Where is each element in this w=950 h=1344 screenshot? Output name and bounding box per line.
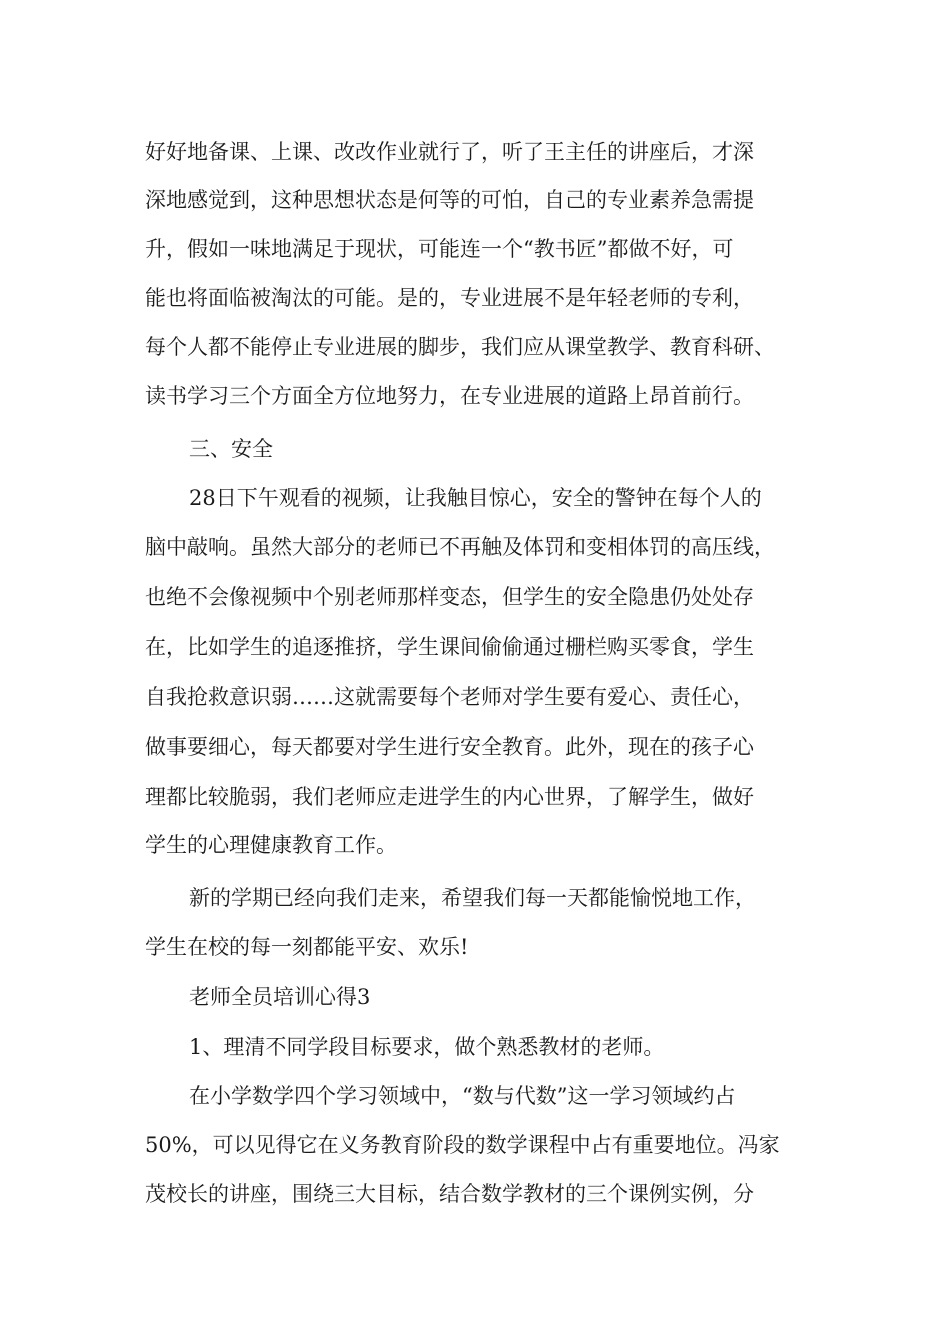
text-line: 自我抢救意识弱……这就需要每个老师对学生要有爱心、责任心， — [145, 685, 754, 709]
text-line: 28日下午观看的视频，让我触目惊心，安全的警钟在每个人的 — [189, 486, 762, 510]
text-line: 脑中敲响。虽然大部分的老师已不再触及体罚和变相体罚的高压线， — [145, 535, 775, 559]
text-line: 50%，可以见得它在义务教育阶段的数学课程中占有重要地位。冯家 — [145, 1133, 780, 1157]
text-line: 学生的心理健康教育工作。 — [145, 833, 397, 857]
text-line: 1、理清不同学段目标要求，做个熟悉教材的老师。 — [189, 1035, 665, 1059]
text-line: 也绝不会像视频中个别老师那样变态，但学生的安全隐患仍处处存 — [145, 585, 754, 609]
text-line: 在小学数学四个学习领域中，“数与代数”这一学习领域约占 — [189, 1084, 736, 1108]
text-line: 能也将面临被淘汰的可能。是的，专业进展不是年轻老师的专利， — [145, 286, 754, 310]
text-line: 升，假如一味地满足于现状，可能连一个“教书匠”都做不好，可 — [145, 237, 734, 261]
text-line: 每个人都不能停止专业进展的脚步，我们应从课堂教学、教育科研、 — [145, 335, 775, 359]
text-line: 茂校长的讲座，围绕三大目标，结合数学教材的三个课例实例，分 — [145, 1182, 754, 1206]
text-line: 在，比如学生的追逐推挤，学生课间偷偷通过栅栏购买零食，学生 — [145, 635, 754, 659]
text-line: 读书学习三个方面全方位地努力，在专业进展的道路上昂首前行。 — [145, 384, 754, 408]
text-line: 做事要细心，每天都要对学生进行安全教育。此外，现在的孩子心 — [145, 735, 754, 759]
text-line: 深地感觉到，这种思想状态是何等的可怕，自己的专业素养急需提 — [145, 188, 754, 212]
text-line: 好好地备课、上课、改改作业就行了，听了王主任的讲座后，才深 — [145, 140, 754, 164]
text-line: 理都比较脆弱，我们老师应走进学生的内心世界，了解学生，做好 — [145, 785, 754, 809]
text-line: 学生在校的每一刻都能平安、欢乐! — [145, 935, 469, 959]
section-heading: 老师全员培训心得3 — [189, 985, 371, 1009]
text-line: 新的学期已经向我们走来，希望我们每一天都能愉悦地工作， — [189, 886, 756, 910]
section-heading: 三、安全 — [189, 437, 273, 461]
